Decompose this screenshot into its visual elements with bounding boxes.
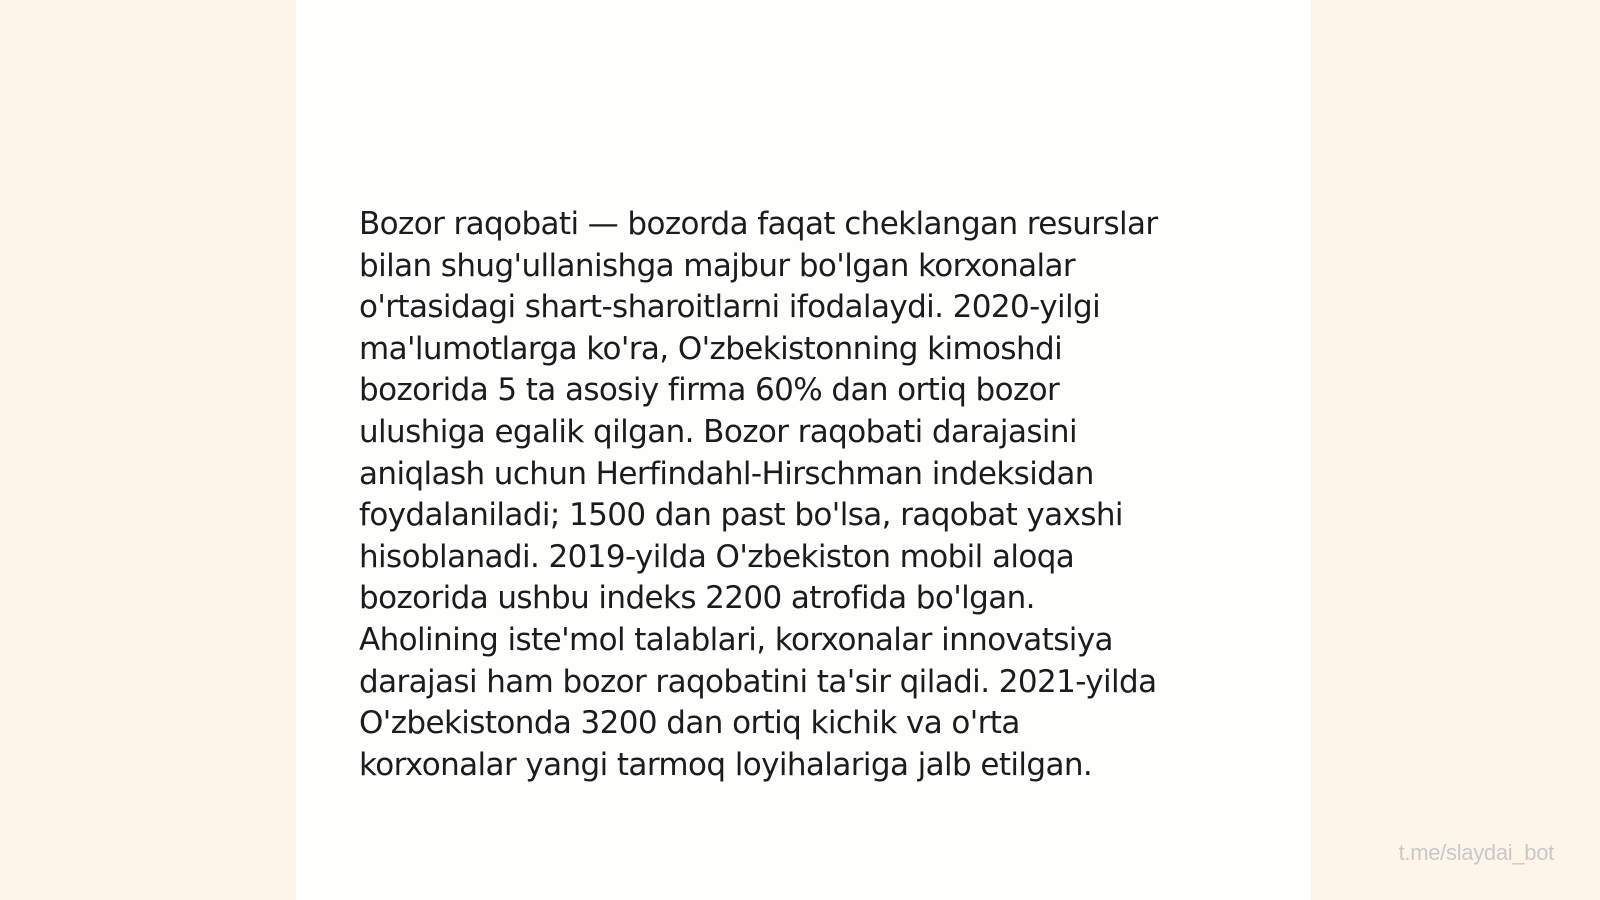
body-line: ma'lumotlarga ko'ra, O'zbekistonning kimoshdi — [359, 330, 1063, 367]
body-line: bilan shug'ullanishga majbur bo'lgan korxonalar — [359, 247, 1076, 284]
body-line: Aholining iste'mol talablari, korxonalar innovatsiya — [359, 621, 1113, 658]
body-line: ulushiga egalik qilgan. Bozor raqobati darajasini — [359, 413, 1077, 450]
body-line: Bozor raqobati — bozorda faqat cheklangan resurslar — [359, 206, 1158, 242]
body-line: foydalaniladi; 1500 dan past bo'lsa, raqobat yaxshi — [359, 497, 1123, 534]
body-line: O'zbekistonda 3200 dan ortiq kichik va o'rta — [359, 705, 1020, 742]
body-line: aniqlash uchun Herfindahl-Hirschman indeksidan — [359, 455, 1094, 492]
body-line: bozorida 5 ta asosiy firma 60% dan ortiq bozor — [359, 372, 1060, 409]
body-line: darajasi ham bozor raqobatini ta'sir qiladi. 2021-yilda — [359, 663, 1157, 700]
body-line: bozorida ushbu indeks 2200 atrofida bo'lgan. — [359, 580, 1035, 617]
slide-body-text — [359, 204, 1239, 786]
body-line: hisoblanadi. 2019-yilda O'zbekiston mobil aloqa — [359, 538, 1075, 575]
body-line: korxonalar yangi tarmoq loyihalariga jalb etilgan. — [359, 746, 1093, 783]
watermark-link[interactable]: t.me/slaydai_bot — [1398, 840, 1554, 865]
body-line: o'rtasidagi shart-sharoitlarni ifodalaydi. 2020-yilgi — [359, 289, 1101, 326]
